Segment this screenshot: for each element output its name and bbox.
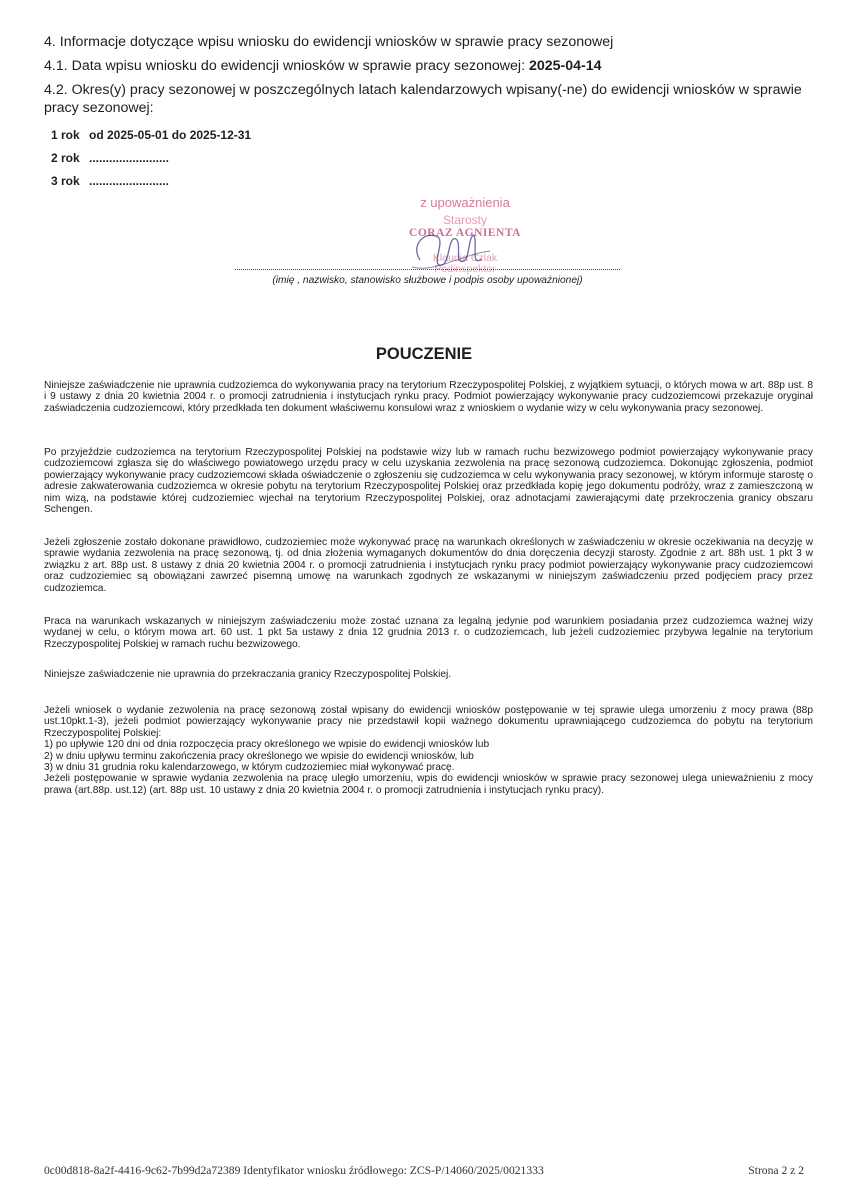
list-item: 1) po upływie 120 dni od dnia rozpoczęcia pracy określonego we wpisie do ewidencji wniosków lub <box>44 739 490 751</box>
entry-date-label: 4.1. Data wpisu wniosku do ewidencji wniosków w sprawie pracy sezonowej: <box>44 58 526 74</box>
period-row-2 <box>51 151 169 165</box>
stamp-authorization: z upoważnienia <box>420 195 510 210</box>
dismissal-conditions <box>44 705 813 796</box>
list-item: 3) w dniu 31 grudnia roku kalendarzowego, w którym cudzoziemiec miał wykonywać pracę. <box>44 762 455 774</box>
document-identifier: 0c00d818-8a2f-4416-9c62-7b99d2a72389 Identyfikator wniosku źródłowego: ZCS-P/14060/2025/0021333 <box>44 1164 544 1177</box>
instruction-paragraph-5: Niniejsze zaświadczenie nie uprawnia do przekraczania granicy Rzeczypospolitej Polskiej. <box>44 669 452 680</box>
dismissal-outro: Jeżeli postępowanie w sprawie wydania zezwolenia na pracę uległo umorzeniu, wpis do ewidencji wniosków w sprawie pracy sezonowej ulega unieważnieniu z mocy prawa (art.88p. ust.12) (art. 88p ust. 10 ustawy z dnia 20 kwietnia 2004 r. o promocji zatrudnienia i instytucjach rynku pracy). <box>44 773 813 796</box>
section-4-1 <box>44 57 814 75</box>
period-value: od 2025-05-01 do 2025-12-31 <box>89 128 252 142</box>
period-row-1 <box>51 128 251 142</box>
stamp-person-name: Klaudia Czlak <box>432 252 498 264</box>
stamp-office-name: CORAZ AGNIENTA <box>409 227 521 239</box>
section-4-2: 4.2. Okres(y) pracy sezonowej w poszczególnych latach kalendarzowych wpisany(-ne) do ewidencji wniosków w sprawie pracy sezonowej: <box>44 82 802 116</box>
dismissal-intro: Jeżeli wniosek o wydanie zezwolenia na pracę sezonową został wpisany do ewidencji wniosków postępowanie w tej sprawie ulega umorzeniu z mocy prawa (88p ust.10pkt.1-3), jeżeli podmiot powierzający wykonywanie pracy nie przedstawił kopii ważnego dokumentu uprawniającego cudzoziemca do pobytu na terytorium Rzeczypospolitej Polskiej: <box>44 705 813 739</box>
period-value: ........................ <box>89 174 170 188</box>
signature-caption: (imię , nazwisko, stanowisko służbowe i podpis osoby upoważnionej) <box>272 275 583 286</box>
period-label: 1 rok <box>51 128 80 142</box>
page-number: Strona 2 z 2 <box>748 1164 804 1177</box>
list-item: 2) w dniu upływu terminu zakończenia pracy określonego we wpisie do ewidencji wniosków, lub <box>44 750 474 762</box>
stamp-position: Podinspektor <box>434 263 496 275</box>
period-row-3 <box>51 174 169 188</box>
stamp-starosty: Starosty <box>442 213 487 227</box>
section-4-heading: 4. Informacje dotyczące wpisu wniosku do ewidencji wniosków w sprawie pracy sezonowej <box>44 34 614 50</box>
period-value: ........................ <box>89 151 170 165</box>
instruction-paragraph-2: Po przyjeździe cudzoziemca na terytorium Rzeczypospolitej Polskiej na podstawie wizy lub w ramach ruchu bezwizowego podmiot powierzający wykonywanie pracy cudzoziemcowi zgłasza się do właściwego powiatowego urzędu pracy w celu uzyskania zezwolenia na pracę sezonową cudzoziemca. Dokonując zgłoszenia, podmiot powierzający wykonywanie pracy cudzoziemcowi składa oświadczenie o zgłoszeniu się cudzoziemca w celu wykonywania pracy sezonowej, w którym informuje starostę o adresie zakwaterowania cudzoziemca w okresie pobytu na terytorium Rzeczypospolitej Polskiej oraz przedkłada kopię jego dokumentu podróży, wraz z zamieszczoną w nim wizą, na podstawie której cudzoziemiec wjechał na terytorium Rzeczypospolitej Polskiej, oraz adnotacjami zawierającymi datę przekroczenia granicy obszaru Schengen. <box>44 447 813 516</box>
period-label: 3 rok <box>51 174 80 188</box>
entry-date-value: 2025-04-14 <box>528 58 602 74</box>
pouczenie-title: POUCZENIE <box>375 345 473 363</box>
instruction-paragraph-3: Jeżeli zgłoszenie zostało dokonane prawidłowo, cudzoziemiec może wykonywać pracę na warunkach określonych w zaświadczeniu w okresie oczekiwania na decyzję w sprawie wydania zezwolenia na pracę sezonową, tj. od dnia złożenia wymaganych dokumentów do dnia doręczenia decyzji starosty. Zgodnie z art. 88h ust. 1 pkt 3 w związku z art. 88p ust. 8 ustawy z dnia 20 kwietnia 2004 r. o promocji zatrudnienia i instytucjach rynku pracy podmiot powierzający wykonywanie pracy cudzoziemcowi oraz cudzoziemiec są obowiązani zawrzeć pisemną umowę na warunkach zgodnych ze wskazanymi w niniejszym zaświadczeniu przed podjęciem pracy przez cudzoziemca. <box>44 537 813 594</box>
signature-line <box>235 268 620 270</box>
period-label: 2 rok <box>51 151 80 165</box>
instruction-paragraph-4: Praca na warunkach wskazanych w niniejszym zaświadczeniu może zostać uznana za legalną jedynie pod warunkiem posiadania przez cudzoziemca ważnej wizy wydanej w celu, o którym mowa art. 60 ust. 1 pkt 5a ustawy z dnia 12 grudnia 2013 r. o cudzoziemcach, lub jeżeli cudzoziemiec przybywa legalnie na terytorium Rzeczypospolitej Polskiej w ramach ruchu bezwizowego. <box>44 616 813 650</box>
instruction-paragraph-1: Niniejsze zaświadczenie nie uprawnia cudzoziemca do wykonywania pracy na terytorium Rzeczypospolitej Polskiej, z wyjątkiem sytuacji, o których mowa w art. 88p ust. 8 i 9 ustawy z dnia 20 kwietnia 2004 r. o promocji zatrudnienia i instytucjach rynku pracy. Podmiot powierzający wykonywanie pracy cudzoziemcowi przekazuje oryginał zaświadczenia cudzoziemcowi, który przedkłada ten dokument właściwemu konsulowi wraz z wnioskiem o wydanie wizy w celu wykonywania pracy sezonowej. <box>44 380 813 414</box>
